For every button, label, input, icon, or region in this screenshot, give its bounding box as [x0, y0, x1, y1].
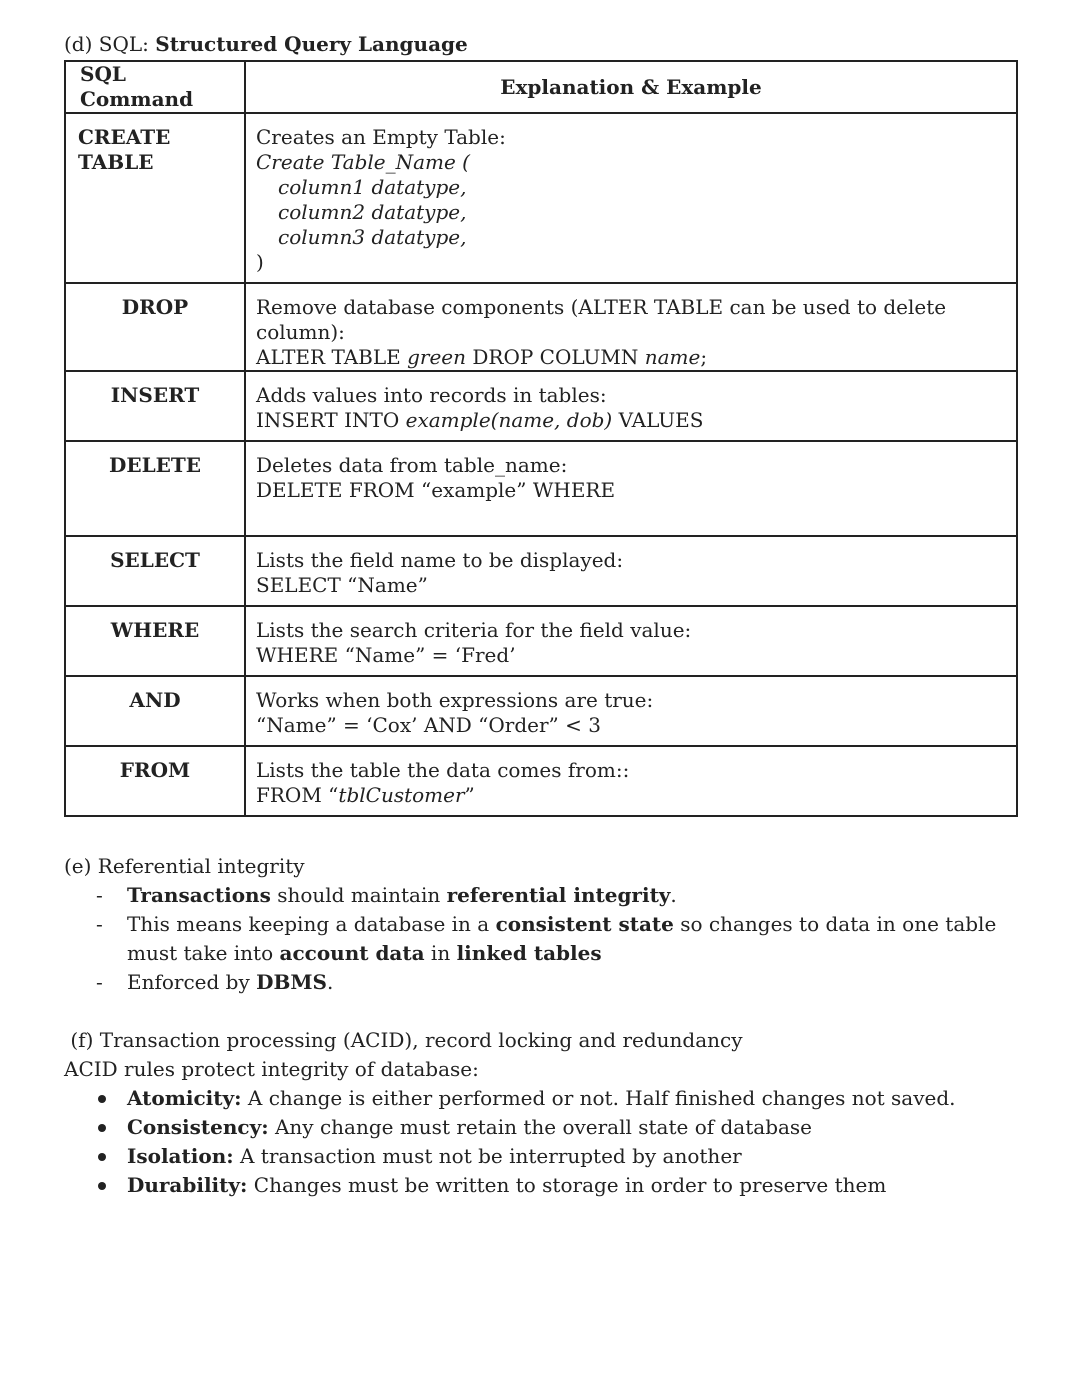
section-d-title: Structured Query Language: [155, 32, 468, 56]
explanation-cell: Works when both expressions are true: “Name” = ‘Cox’ AND “Order” < 3: [245, 676, 1017, 746]
section-d-prefix: (d) SQL:: [64, 32, 156, 56]
list-item: Atomicity: A change is either performed or not. Half finished changes not saved.: [64, 1084, 1024, 1113]
section-e-title: (e) Referential integrity: [64, 854, 305, 878]
list-item: Consistency: Any change must retain the overall state of database: [64, 1113, 1024, 1142]
command-cell: CREATE TABLE: [65, 113, 245, 283]
dash-bullet-icon: -: [96, 912, 103, 936]
section-f: [64, 1026, 1024, 1200]
section-f-intro: ACID rules protect integrity of database:: [64, 1057, 479, 1081]
section-e-list: [64, 881, 1024, 997]
section-e: [64, 852, 1024, 997]
explanation-cell: Adds values into records in tables: INSERT INTO example(name, dob) VALUES: [245, 371, 1017, 441]
header-explanation: Explanation & Example: [245, 61, 1017, 113]
table-row: [65, 283, 1017, 371]
explanation-cell: Deletes data from table_name: DELETE FROM “example” WHERE: [245, 441, 1017, 536]
command-cell: AND: [65, 676, 245, 746]
acid-list: [64, 1084, 1024, 1200]
list-item: Durability: Changes must be written to storage in order to preserve them: [64, 1171, 1024, 1200]
list-item: Isolation: A transaction must not be interrupted by another: [64, 1142, 1024, 1171]
command-cell: WHERE: [65, 606, 245, 676]
section-f-title: (f) Transaction processing (ACID), record locking and redundancy: [64, 1028, 743, 1052]
explanation-cell: Creates an Empty Table: Create Table_Name ( column1 datatype, column2 datatype, column3 datatype, ): [245, 113, 1017, 283]
explanation-cell: Lists the field name to be displayed: SELECT “Name”: [245, 536, 1017, 606]
table-row: [65, 606, 1017, 676]
table-row: [65, 676, 1017, 746]
table-row: [65, 371, 1017, 441]
command-cell: SELECT: [65, 536, 245, 606]
section-d-heading: [64, 32, 468, 57]
table-row: [65, 746, 1017, 816]
explanation-cell: Lists the table the data comes from:: FROM “tblCustomer”: [245, 746, 1017, 816]
bullet-icon: [98, 1095, 106, 1103]
dash-bullet-icon: -: [96, 883, 103, 907]
table-row: [65, 113, 1017, 283]
header-sql-command: SQL Command: [65, 61, 245, 113]
explanation-cell: Remove database components (ALTER TABLE can be used to delete column): ALTER TABLE green DROP COLUMN name;: [245, 283, 1017, 371]
command-cell: FROM: [65, 746, 245, 816]
table-header-row: [65, 61, 1017, 113]
command-cell: DROP: [65, 283, 245, 371]
command-cell: INSERT: [65, 371, 245, 441]
explanation-cell: Lists the search criteria for the field value: WHERE “Name” = ‘Fred’: [245, 606, 1017, 676]
bullet-icon: [98, 1182, 106, 1190]
sql-command-table: [64, 60, 1018, 817]
table-row: [65, 536, 1017, 606]
list-item: - This means keeping a database in a consistent state so changes to data in one table must take into account data in linked tables: [96, 912, 997, 965]
table-row: [65, 441, 1017, 536]
bullet-icon: [98, 1153, 106, 1161]
bullet-icon: [98, 1124, 106, 1132]
dash-bullet-icon: -: [96, 970, 103, 994]
command-cell: DELETE: [65, 441, 245, 536]
list-item: - Enforced by DBMS.: [64, 968, 1024, 997]
list-item: - Transactions should maintain referential integrity.: [64, 881, 1024, 910]
